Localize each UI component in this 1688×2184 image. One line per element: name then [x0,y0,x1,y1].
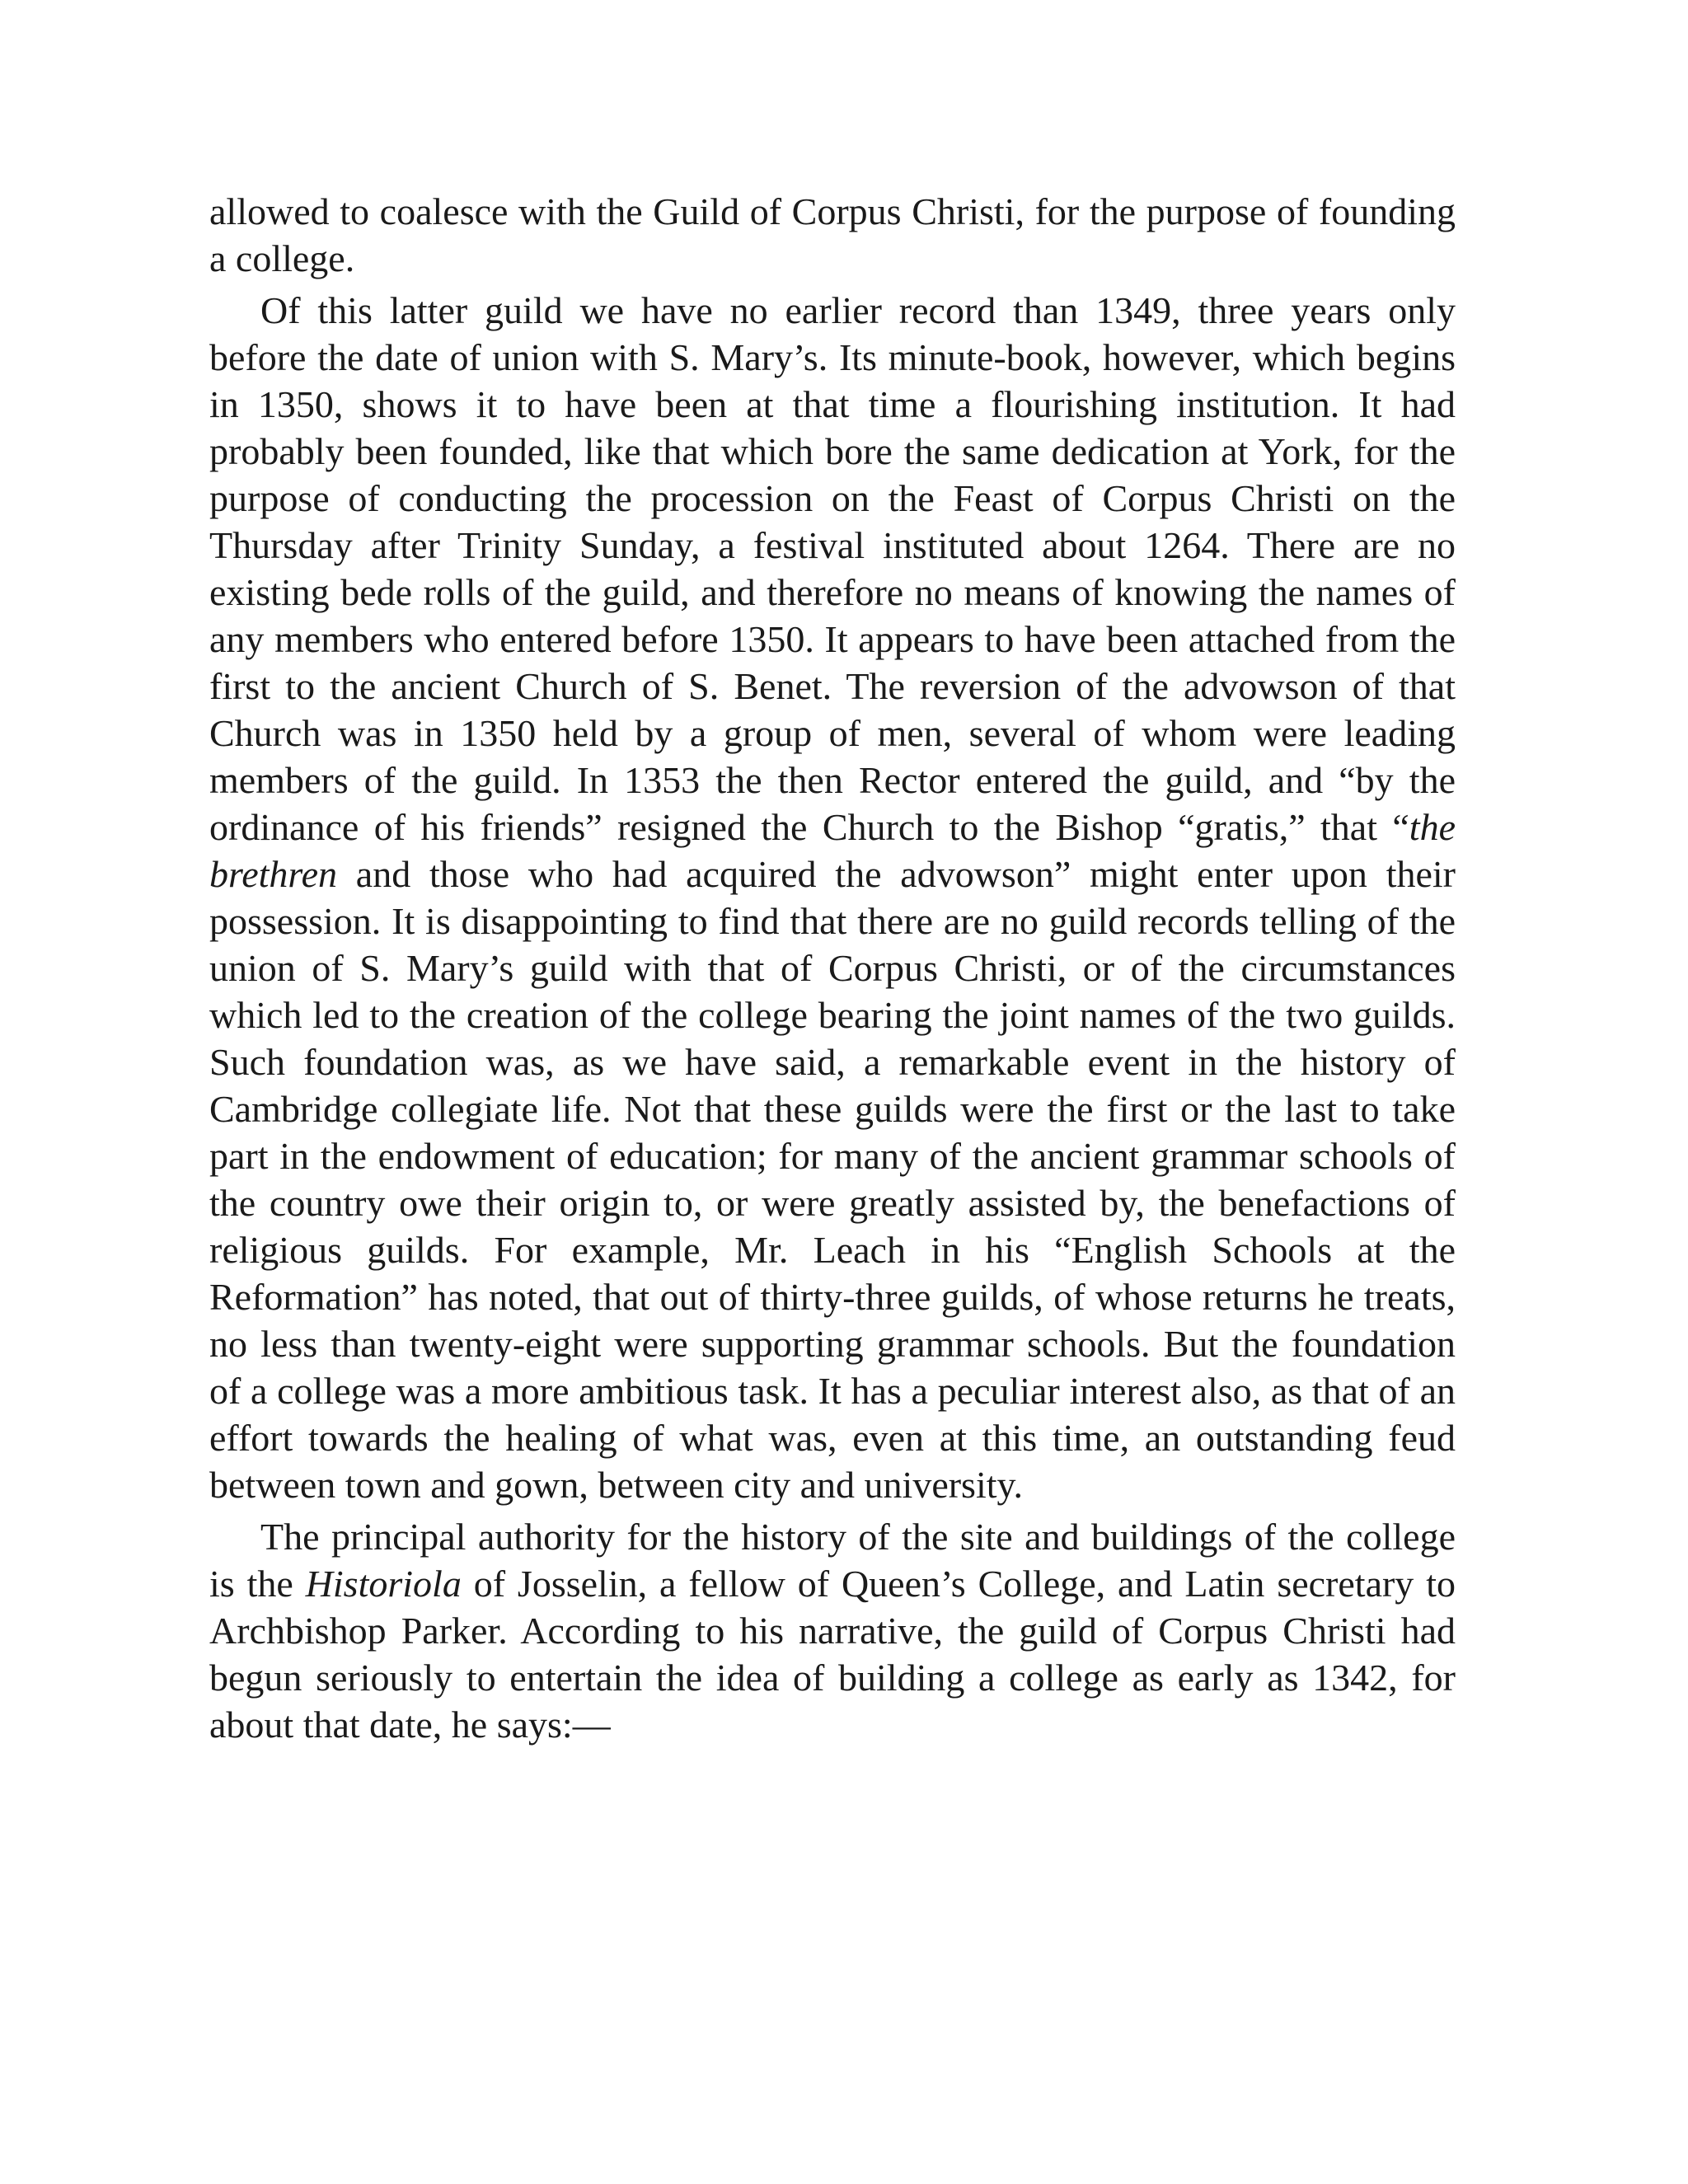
paragraph-3-italic-historiola: Historiola [305,1563,462,1605]
paragraph-3-run-1: The principal authority for the history of the site and buildings of the college is the [209,1516,1456,1605]
paragraph-2-run-1: Of this latter guild we have no earlier record than 1349, three years only before the date of union with S. Mary’s. Its minute-book, however, which begins in 1350, shows it to have been at that time a flourishing institution. It had probably been founded, like that which bore the same dedication at York, for the purpose of conducting the procession on the Feast of Corpus Christi on the Thursday after Trinity Sunday, a festival instituted about 1264. There are no existing bede rolls of the guild, and therefore no means of knowing the names of any members who entered before 1350. It appears to have been attached from the first to the ancient Church of S. Benet. The reversion of the advowson of that Church was in 1350 held by a group of men, several of whom were leading members of the guild. In 1353 the then Rector entered the guild, and “by the ordinance of his friends” resigned the Church to the Bishop “gratis,” that “ [209,289,1456,848]
page-text [209,188,1456,1748]
paragraph-1 [209,188,1456,282]
paragraph-3 [209,1513,1456,1748]
paragraph-1-run-1: allowed to coalesce with the Guild of Corpus Christi, for the purpose of founding a college. [209,190,1456,279]
paragraph-2-italic-the-brethren: the brethren [209,806,1456,895]
paragraph-2-run-3: and those who had acquired the advowson” might enter upon their possession. It is disappointing to find that there are no guild records telling of the union of S. Mary’s guild with that of Corpus Christi, or of the circumstances which led to the creation of the college bearing the joint names of the two guilds. Such foundation was, as we have said, a remarkable event in the history of Cambridge collegiate life. Not that these guilds were the first or the last to take part in the endowment of education; for many of the ancient grammar schools of the country owe their origin to, or were greatly assisted by, the benefactions of religious guilds. For example, Mr. Leach in his “English Schools at the Reformation” has noted, that out of thirty-three guilds, of whose returns he treats, no less than twenty-eight were supporting grammar schools. But the foundation of a college was a more ambitious task. It has a peculiar interest also, as that of an effort towards the healing of what was, even at this time, an outstanding feud between town and gown, between city and university. [209,853,1456,1506]
paragraph-3-run-3: of Josselin, a fellow of Queen’s College, and Latin secretary to Archbishop Parker. According to his narrative, the guild of Corpus Christi had begun seriously to entertain the idea of building a college as early as 1342, for about that date, he says:— [209,1563,1456,1746]
paragraph-2 [209,287,1456,1508]
